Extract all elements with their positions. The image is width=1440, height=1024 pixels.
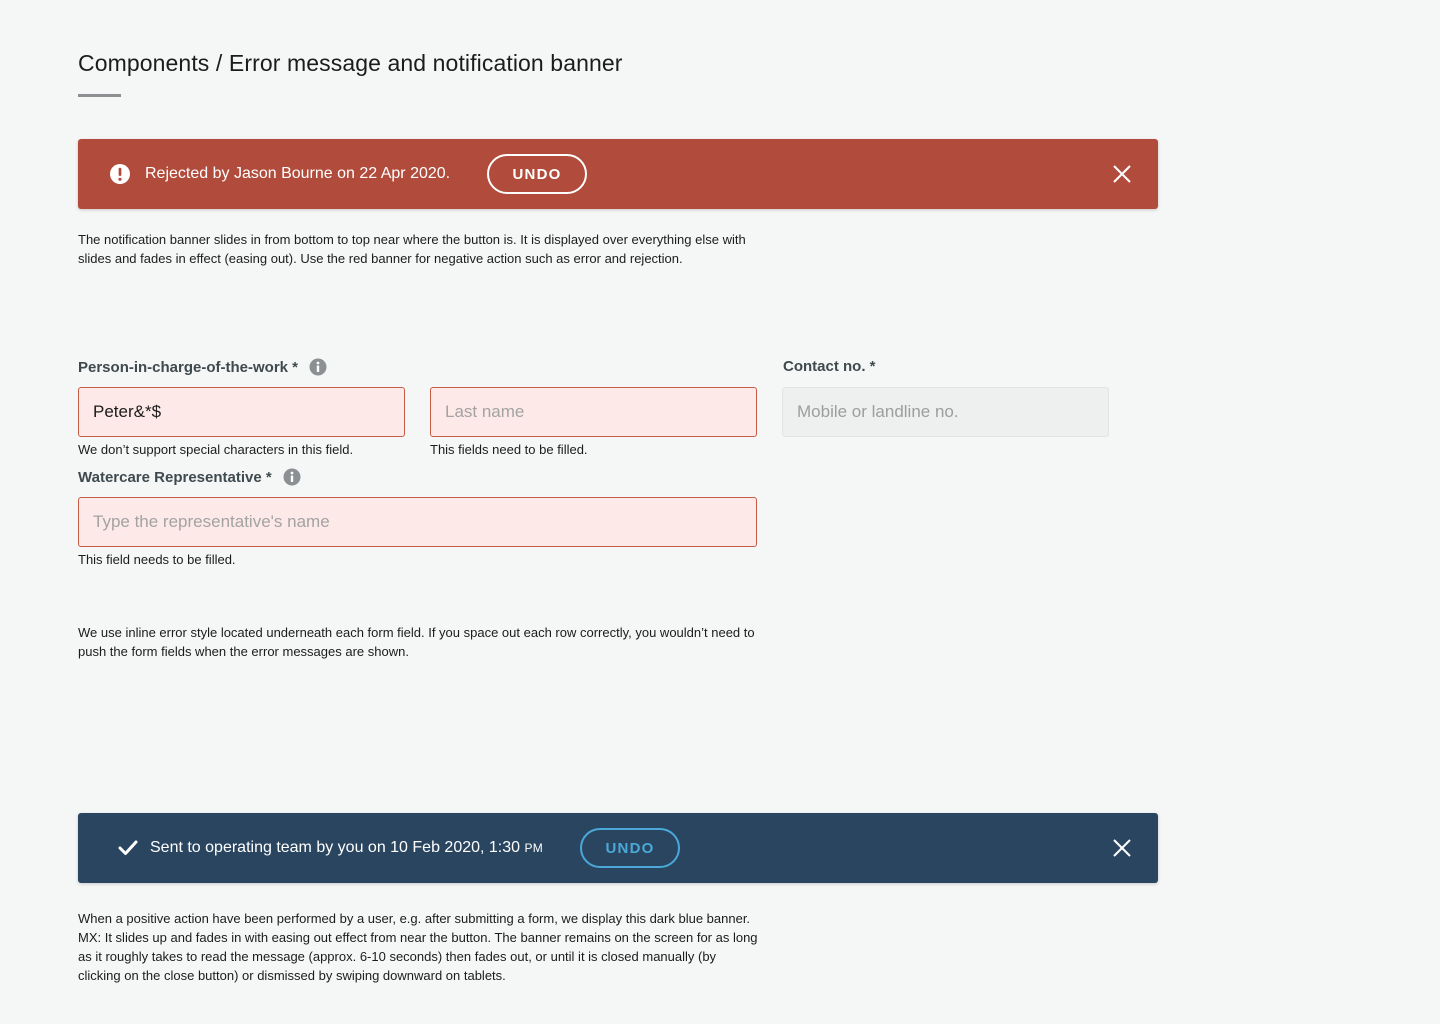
info-icon[interactable] bbox=[283, 468, 301, 486]
last-name-input[interactable] bbox=[430, 387, 757, 437]
info-icon[interactable] bbox=[309, 358, 327, 376]
checkmark-icon bbox=[118, 839, 138, 857]
last-name-error-message: This fields need to be filled. bbox=[430, 442, 588, 457]
representative-error-message: This field needs to be filled. bbox=[78, 552, 236, 567]
error-banner-message: Rejected by Jason Bourne on 22 Apr 2020. bbox=[145, 165, 451, 182]
success-notification-banner bbox=[78, 813, 1158, 883]
error-undo-button[interactable]: UNDO bbox=[487, 154, 587, 194]
error-notification-banner bbox=[78, 139, 1158, 209]
error-banner-description: The notification banner slides in from bottom to top near where the button is. It is displayed over everything else with slides and fades in effect (easing out). Use the red banner for negative action such as error and rejection. bbox=[78, 232, 746, 266]
close-icon[interactable] bbox=[1112, 838, 1132, 858]
representative-name-input[interactable] bbox=[78, 497, 757, 547]
page-title: Components / Error message and notification banner bbox=[78, 50, 623, 76]
success-undo-button[interactable]: UNDO bbox=[580, 828, 680, 868]
success-banner-message-pm: PM bbox=[524, 841, 544, 855]
inline-error-description: We use inline error style located underneath each form field. If you space out each row correctly, you wouldn’t need to push the form fields when the error messages are shown. bbox=[78, 625, 755, 659]
success-banner-message-main: Sent to operating team by you on 10 Feb 2020, 1:30 bbox=[150, 839, 525, 856]
success-banner-description: When a positive action have been performed by a user, e.g. after submitting a form, we display this dark blue banner. MX: It slides up and fades in with easing out effect from near the button. The banner remains on the screen for as long as it roughly takes to read the message (approx. 6-10 seconds) then fades out, or until it is closed manually (by clicking on the close button) or dismissed by swiping downward on tablets. bbox=[78, 911, 758, 983]
watercare-representative-label bbox=[78, 468, 301, 486]
alert-circle-icon bbox=[109, 163, 131, 185]
first-name-input[interactable] bbox=[78, 387, 405, 437]
contact-number-label bbox=[783, 358, 876, 375]
contact-number-input[interactable] bbox=[782, 387, 1109, 437]
contact-number-label-text: Contact no. * bbox=[783, 358, 876, 375]
close-icon[interactable] bbox=[1112, 164, 1132, 184]
person-in-charge-label bbox=[78, 358, 327, 376]
title-underline bbox=[78, 94, 121, 97]
first-name-error-message: We don’t support special characters in this field. bbox=[78, 442, 354, 457]
watercare-representative-label-text: Watercare Representative * bbox=[78, 468, 272, 486]
person-in-charge-label-text: Person-in-charge-of-the-work * bbox=[78, 358, 299, 376]
success-banner-message bbox=[150, 813, 543, 883]
